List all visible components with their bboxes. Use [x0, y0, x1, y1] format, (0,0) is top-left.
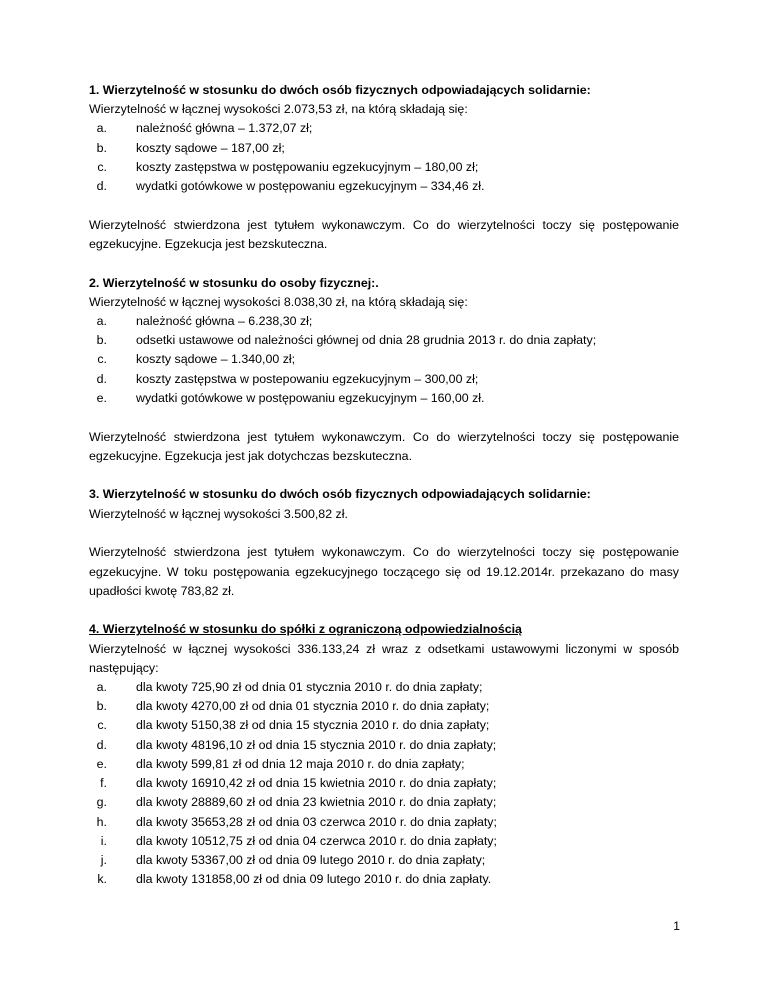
list-item	[89, 139, 679, 158]
list-item	[89, 736, 679, 755]
page-number: 1	[673, 919, 680, 933]
list-item	[89, 119, 679, 138]
document-page	[89, 81, 679, 889]
list-item	[89, 697, 679, 716]
item-list	[89, 119, 679, 196]
list-item	[89, 774, 679, 793]
list-item	[89, 755, 679, 774]
list-marker: g.	[96, 795, 107, 810]
list-item-text: należność główna – 1.372,07 zł;	[136, 121, 313, 136]
list-item-text: dla kwoty 16910,42 zł od dnia 15 kwietnia 2010 r. do dnia zapłaty;	[136, 776, 497, 791]
list-marker: d.	[96, 179, 107, 194]
list-marker: k.	[97, 872, 107, 887]
section-intro: Wierzytelność w łącznej wysokości 2.073,53 zł, na którą składają się:	[89, 102, 468, 117]
list-item	[89, 678, 679, 697]
list-marker: d.	[96, 371, 107, 386]
list-item	[89, 370, 679, 389]
list-item-text: dla kwoty 4270,00 zł od dnia 01 stycznia 2010 r. do dnia zapłaty;	[136, 699, 490, 714]
section-2	[89, 274, 679, 466]
list-marker: d.	[96, 737, 107, 752]
section-title: 4. Wierzytelność w stosunku do spółki z ograniczoną odpowiedzialnością	[89, 622, 522, 637]
list-marker: i.	[100, 833, 107, 848]
list-item	[89, 832, 679, 851]
section-intro: Wierzytelność w łącznej wysokości 3.500,82 zł.	[89, 506, 348, 521]
list-marker: c.	[97, 159, 107, 174]
list-item-text: dla kwoty 5150,38 zł od dnia 15 stycznia 2010 r. do dnia zapłaty;	[136, 718, 490, 733]
section-3	[89, 485, 679, 601]
section-note: Wierzytelność stwierdzona jest tytułem wykonawczym. Co do wierzytelności toczy się postępowanie egzekucyjne. Egzekucja jest jak dotychczas bezskuteczna.	[89, 429, 679, 463]
list-item	[89, 716, 679, 735]
list-marker: e.	[96, 756, 107, 771]
list-marker: j.	[100, 852, 107, 867]
section-title: 2. Wierzytelność w stosunku do osoby fizycznej:.	[89, 275, 379, 290]
section-note: Wierzytelność stwierdzona jest tytułem wykonawczym. Co do wierzytelności toczy się postępowanie egzekucyjne. W toku postępowania egzekucyjnego toczącego się od 19.12.2014r. przekazano do masy upadłości kwotę 783,82 zł.	[89, 545, 679, 598]
list-marker: c.	[97, 718, 107, 733]
list-marker: b.	[96, 333, 107, 348]
list-item	[89, 158, 679, 177]
list-item-text: odsetki ustawowe od należności głównej od dnia 28 grudnia 2013 r. do dnia zapłaty;	[136, 333, 597, 348]
item-list	[89, 312, 679, 408]
list-item	[89, 331, 679, 350]
list-item-text: koszty sądowe – 187,00 zł;	[136, 140, 285, 155]
list-item-text: dla kwoty 48196,10 zł od dnia 15 stycznia 2010 r. do dnia zapłaty;	[136, 737, 497, 752]
list-item-text: wydatki gotówkowe w postępowaniu egzekucyjnym – 160,00 zł.	[136, 390, 485, 405]
item-list	[89, 678, 679, 889]
list-item-text: wydatki gotówkowe w postępowaniu egzekucyjnym – 334,46 zł.	[136, 179, 485, 194]
list-marker: a.	[96, 314, 107, 329]
list-item-text: koszty sądowe – 1.340,00 zł;	[136, 352, 296, 367]
list-item	[89, 851, 679, 870]
list-item-text: dla kwoty 10512,75 zł od dnia 04 czerwca 2010 r. do dnia zapłaty;	[136, 833, 497, 848]
list-marker: a.	[96, 680, 107, 695]
list-item-text: dla kwoty 35653,28 zł od dnia 03 czerwca 2010 r. do dnia zapłaty;	[136, 814, 497, 829]
list-marker: b.	[96, 699, 107, 714]
list-item	[89, 870, 679, 889]
list-item-text: dla kwoty 599,81 zł od dnia 12 maja 2010 r. do dnia zapłaty;	[136, 756, 465, 771]
section-1	[89, 81, 679, 254]
list-marker: c.	[97, 352, 107, 367]
list-item	[89, 350, 679, 369]
list-item-text: dla kwoty 725,90 zł od dnia 01 stycznia 2010 r. do dnia zapłaty;	[136, 680, 483, 695]
list-item	[89, 389, 679, 408]
list-item	[89, 177, 679, 196]
list-marker: f.	[100, 776, 107, 791]
list-item-text: dla kwoty 28889,60 zł od dnia 23 kwietnia 2010 r. do dnia zapłaty;	[136, 795, 497, 810]
list-item-text: dla kwoty 53367,00 zł od dnia 09 lutego 2010 r. do dnia zapłaty;	[136, 852, 486, 867]
list-marker: e.	[96, 390, 107, 405]
list-item	[89, 312, 679, 331]
list-marker: a.	[96, 121, 107, 136]
section-note: Wierzytelność stwierdzona jest tytułem wykonawczym. Co do wierzytelności toczy się postępowanie egzekucyjne. Egzekucja jest bezskuteczna.	[89, 217, 679, 251]
list-marker: h.	[96, 814, 107, 829]
list-marker: b.	[96, 140, 107, 155]
list-item-text: koszty zastępstwa w postepowaniu egzekucyjnym – 300,00 zł;	[136, 371, 479, 386]
section-intro: Wierzytelność w łącznej wysokości 8.038,30 zł, na którą składają się:	[89, 294, 468, 309]
list-item	[89, 793, 679, 812]
section-title: 1. Wierzytelność w stosunku do dwóch osób fizycznych odpowiadających solidarnie:	[89, 83, 591, 97]
section-intro: Wierzytelność w łącznej wysokości 336.133,24 zł wraz z odsetkami ustawowymi liczonymi w sposób następujący:	[89, 641, 679, 675]
list-item-text: koszty zastępstwa w postępowaniu egzekucyjnym – 180,00 zł;	[136, 159, 479, 174]
list-item-text: należność główna – 6.238,30 zł;	[136, 314, 313, 329]
list-item	[89, 813, 679, 832]
list-item-text: dla kwoty 131858,00 zł od dnia 09 lutego 2010 r. do dnia zapłaty.	[136, 872, 492, 887]
section-title: 3. Wierzytelność w stosunku do dwóch osób fizycznych odpowiadających solidarnie:	[89, 487, 591, 502]
section-4	[89, 620, 679, 889]
